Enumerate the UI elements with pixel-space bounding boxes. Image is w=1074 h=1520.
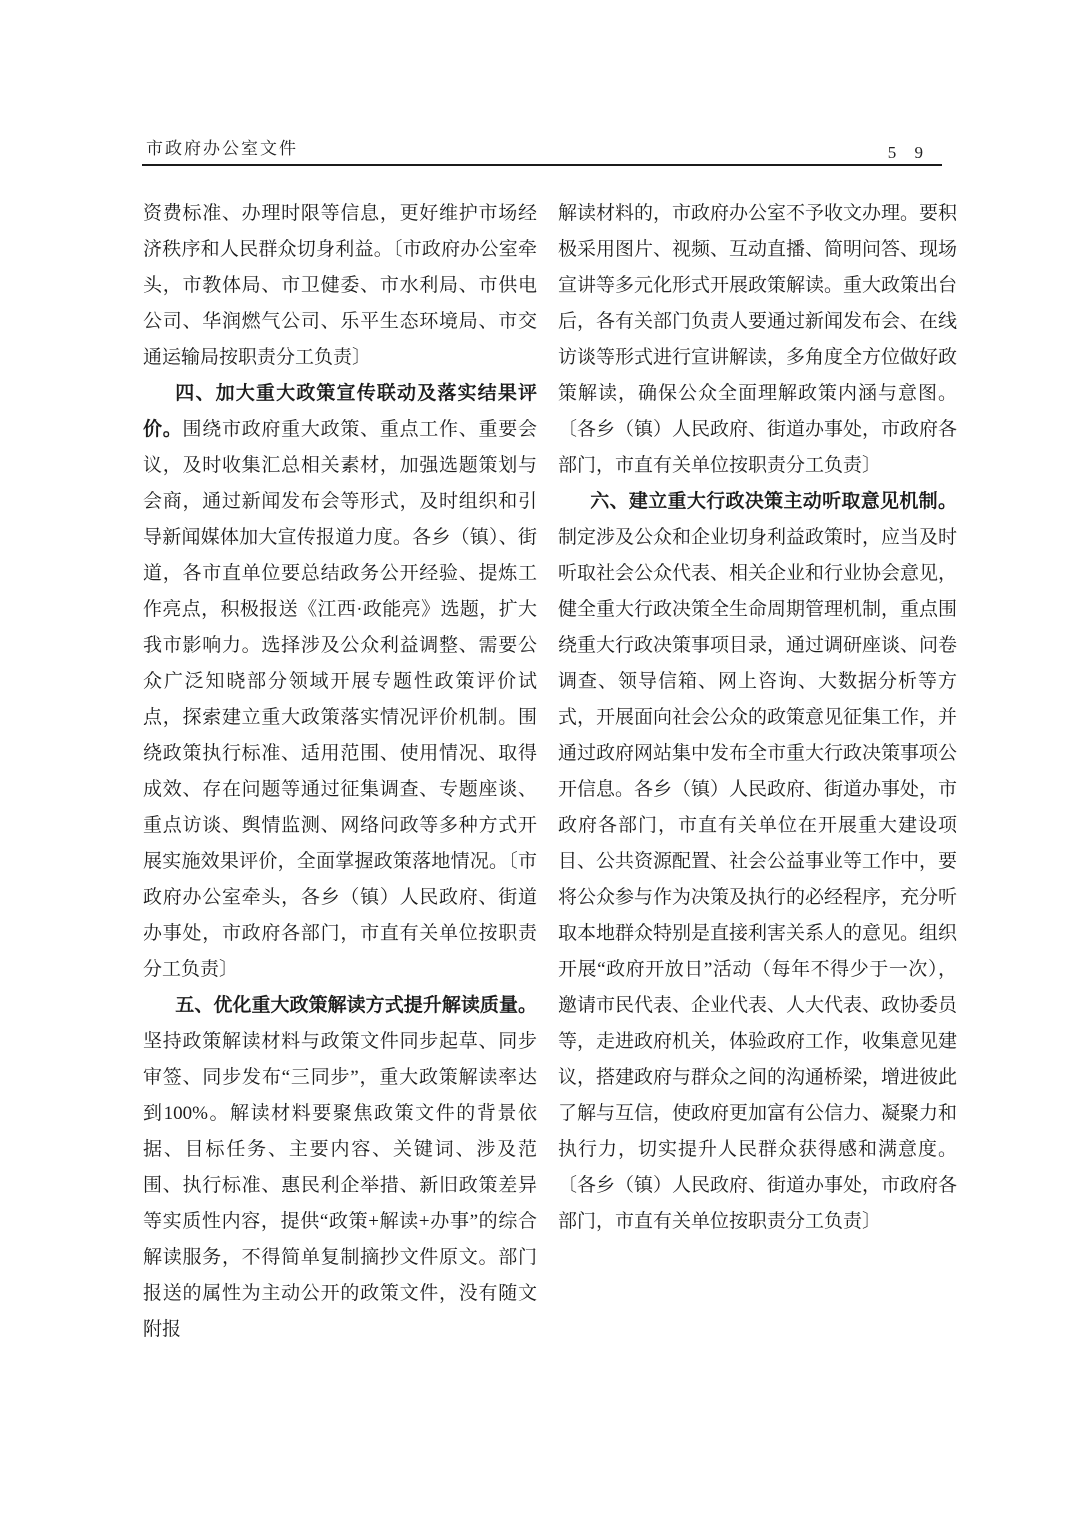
paragraph-lead: 六、建立重大行政决策主动听取意见机制。 xyxy=(590,491,957,512)
paragraph: 五、优化重大政策解读方式提升解读质量。坚持政策解读材料与政策文件同步起草、同步审签、同步发布“三同步”，重大政策解读率达到100%。解读材料要聚焦政策文件的背景依据、目标任务、主要内容、关键词、涉及范围、执行标准、惠民利企举措、新旧政策差异等实质性内容，提供“政策+解读+办事”的综合解读服务，不得简单复制摘抄文件原文。部门报送的属性为主动公开的政策文件，没有随文附报 xyxy=(143,995,537,1340)
paragraph-lead: 四、加大重大政策宣传联动及落实结果评价。 xyxy=(143,383,537,440)
paragraph-lead: 五、优化重大政策解读方式提升解读质量。 xyxy=(175,995,537,1016)
page-header xyxy=(142,132,942,166)
paragraph: 六、建立重大行政决策主动听取意见机制。制定涉及公众和企业切身利益政策时，应当及时听取社会公众代表、相关企业和行业协会意见，健全重大行政决策全生命周期管理机制，重点围绕重大行政决策事项目录，通过调研座谈、问卷调查、领导信箱、网上咨询、大数据分析等方式，开展面向社会公众的政策意见征集工作，并通过政府网站集中发布全市重大行政决策事项公开信息。各乡（镇）人民政府、街道办事处，市政府各部门，市直有关单位在开展重大建设项目、公共资源配置、社会公益事业等工作中，要将公众参与作为决策及执行的必经程序，充分听取本地群众特别是直接利害关系人的意见。组织开展“政府开放日”活动（每年不得少于一次），邀请市民代表、企业代表、人大代表、政协委员等，走进政府机关，体验政府工作，收集意见建议，搭建政府与群众之间的沟通桥梁，增进彼此了解与互信，使政府更加富有公信力、凝聚力和执行力，切实提升人民群众获得感和满意度。〔各乡（镇）人民政府、街道办事处，市政府各部门，市直有关单位按职责分工负责〕 xyxy=(558,491,958,1232)
text-column-left xyxy=(143,196,537,1348)
paragraph: 解读材料的，市政府办公室不予收文办理。要积极采用图片、视频、互动直播、简明问答、现场宣讲等多元化形式开展政策解读。重大政策出台后，各有关部门负责人要通过新闻发布会、在线访谈等形式进行宣讲解读，多角度全方位做好政策解读，确保公众全面理解政策内涵与意图。〔各乡（镇）人民政府、街道办事处，市政府各部门，市直有关单位按职责分工负责〕 xyxy=(558,203,958,476)
document-body xyxy=(143,196,957,1348)
text-column-right xyxy=(558,196,957,1348)
paragraph: 资费标准、办理时限等信息，更好维护市场经济秩序和人民群众切身利益。〔市政府办公室牵头，市教体局、市卫健委、市水利局、市供电公司、华润燃气公司、乐平生态环境局、市交通运输局按职责分工负责〕 xyxy=(143,203,537,368)
header-title: 市政府办公室文件 xyxy=(146,139,298,158)
page-number: 5 9 xyxy=(887,143,930,162)
paragraph: 四、加大重大政策宣传联动及落实结果评价。围绕市政府重大政策、重点工作、重要会议，及时收集汇总相关素材，加强选题策划与会商，通过新闻发布会等形式，及时组织和引导新闻媒体加大宣传报道力度。各乡（镇）、街道，各市直单位要总结政务公开经验、提炼工作亮点，积极报送《江西·政能亮》选题，扩大我市影响力。选择涉及公众利益调整、需要公众广泛知晓部分领域开展专题性政策评价试点，探索建立重大政策落实情况评价机制。围绕政策执行标准、适用范围、使用情况、取得成效、存在问题等通过征集调查、专题座谈、重点访谈、舆情监测、网络问政等多种方式开展实施效果评价，全面掌握政策落地情况。〔市政府办公室牵头，各乡（镇）人民政府、街道办事处，市政府各部门，市直有关单位按职责分工负责〕 xyxy=(143,383,537,980)
